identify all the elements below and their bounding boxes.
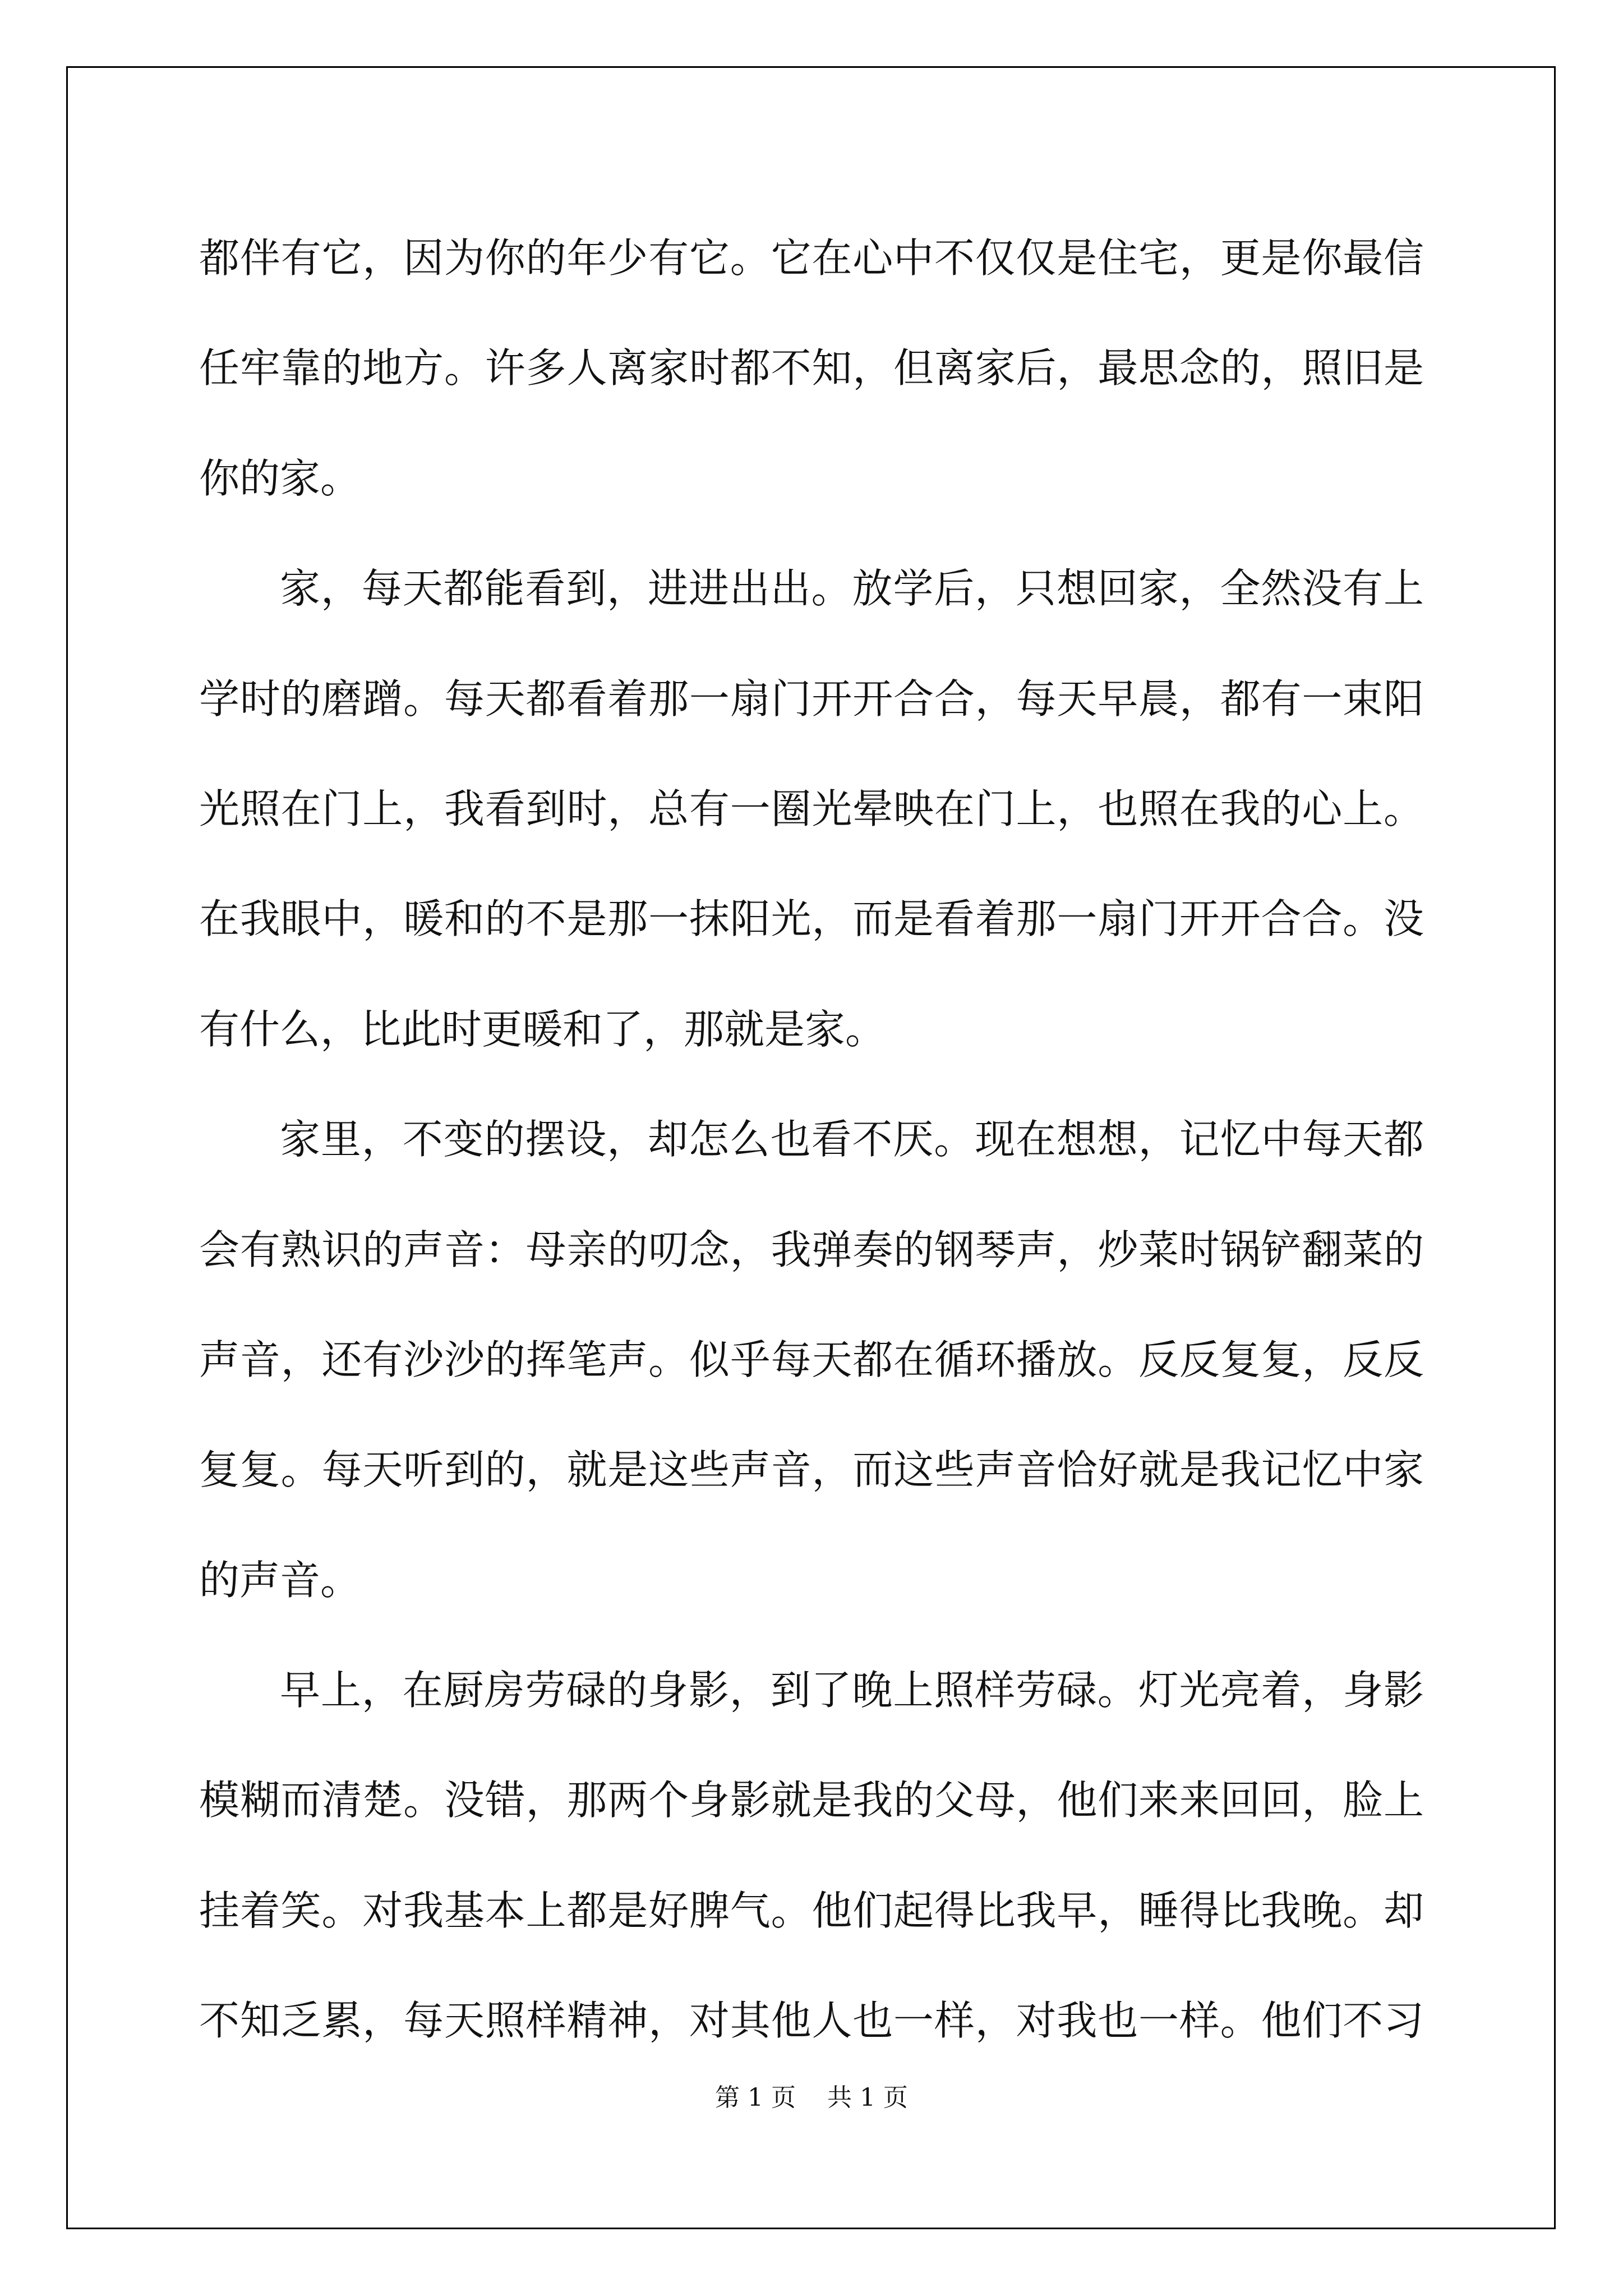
text-line: 在我眼中，暖和的不是那一抹阳光，而是看着那一扇门开开合合。没 xyxy=(199,895,1424,943)
text-line: 复复。每天听到的，就是这些声音，而这些声音恰好就是我记忆中家 xyxy=(199,1446,1424,1494)
text-line: 挂着笑。对我基本上都是好脾气。他们起得比我早，睡得比我晚。却 xyxy=(199,1887,1424,1934)
text-line: 光照在门上，我看到时，总有一圈光晕映在门上，也照在我的心上。 xyxy=(199,785,1424,832)
text-line: 不知乏累，每天照样精神，对其他人也一样，对我也一样。他们不习 xyxy=(199,1997,1424,2045)
text-line: 都伴有它，因为你的年少有它。它在心中不仅仅是住宅，更是你最信 xyxy=(199,234,1424,282)
text-line: 会有熟识的声音：母亲的叨念，我弹奏的钢琴声，炒菜时锅铲翻菜的 xyxy=(199,1226,1424,1273)
text-line: 你的家。 xyxy=(199,454,361,502)
text-line: 早上，在厨房劳碌的身影，到了晚上照样劳碌。灯光亮着，身影 xyxy=(280,1667,1424,1714)
text-line: 模糊而清楚。没错，那两个身影就是我的父母，他们来来回回，脸上 xyxy=(199,1777,1424,1824)
text-line: 家，每天都能看到，进进出出。放学后，只想回家，全然没有上 xyxy=(280,565,1424,613)
text-line: 家里，不变的摆设，却怎么也看不厌。现在想想，记忆中每天都 xyxy=(280,1116,1424,1163)
document-body xyxy=(199,203,1424,2076)
text-line: 声音，还有沙沙的挥笔声。似乎每天都在循环播放。反反复复，反反 xyxy=(199,1336,1424,1383)
text-line: 的声音。 xyxy=(199,1556,361,1604)
text-line: 学时的磨蹭。每天都看着那一扇门开开合合，每天早晨，都有一束阳 xyxy=(199,675,1424,723)
page-number-footer: 第 1 页 共 1 页 xyxy=(715,2083,908,2112)
text-line: 任牢靠的地方。许多人离家时都不知，但离家后，最思念的，照旧是 xyxy=(199,344,1424,392)
text-line: 有什么，比此时更暖和了，那就是家。 xyxy=(199,1005,886,1053)
